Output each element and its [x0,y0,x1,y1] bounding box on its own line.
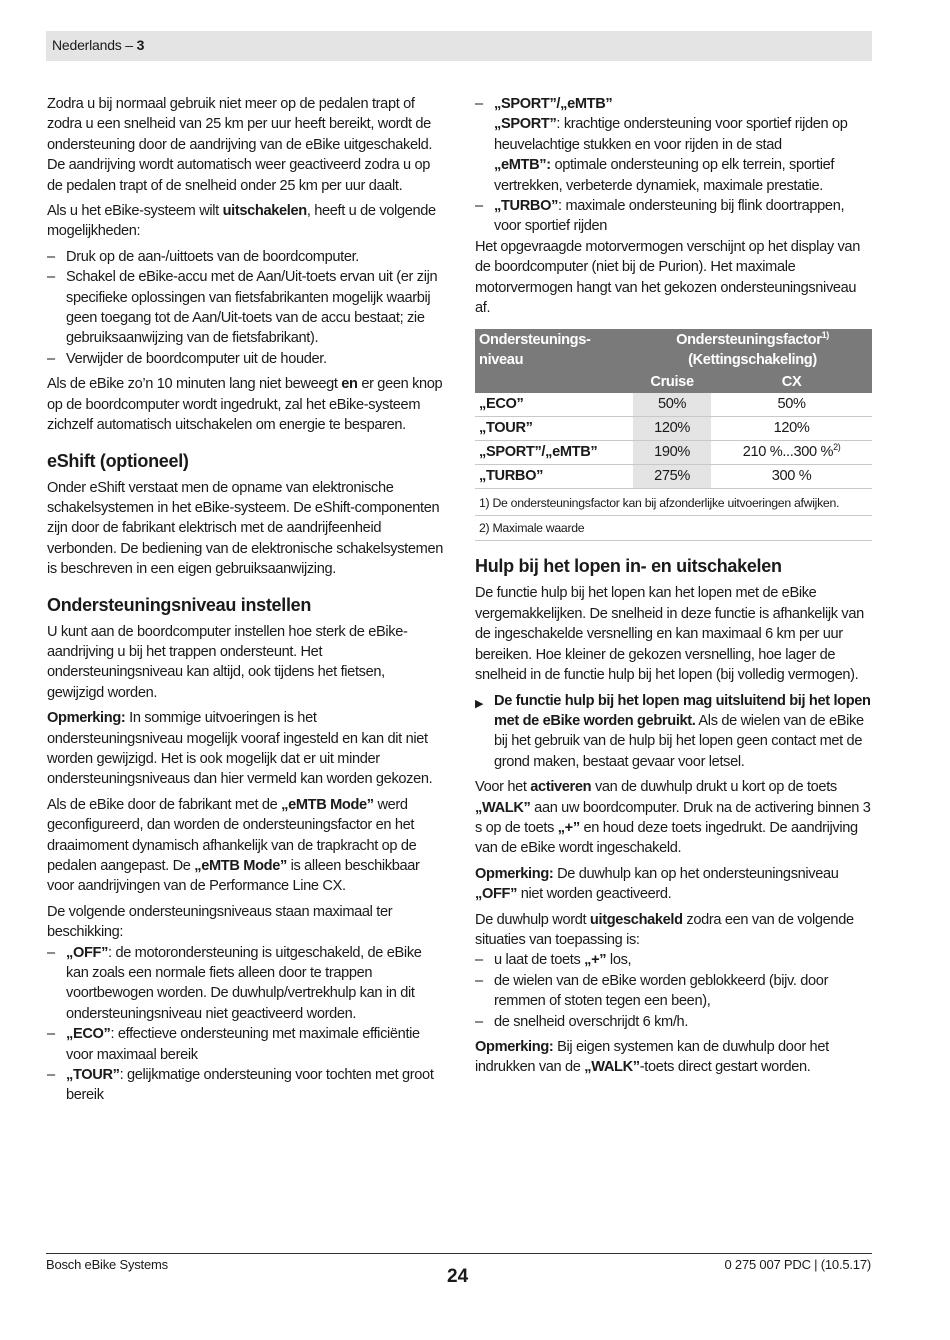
table-cell: 190% [633,441,711,465]
list-item-eco: – „ECO”: effectieve ondersteuning met maximale efficiëntie voor maximaal bereik [47,1024,445,1065]
paragraph-motor-power: Het opgevraagde motorvermogen verschijnt op het display van de boordcomputer (niet bij de Purion). Het maximale motorvermogen hangt van het gekozen ondersteuningsniveau af. [475,238,860,317]
deactivate-conditions [475,950,872,1032]
paragraph-eshift: Onder eShift verstaat men de opname van elektronische schakelsystemen in het eBike-systeem. De eShift-componenten zijn door de fabrikant elektrisch met de aandrijfeenheid verbonden. De bediening van de elektronische schakelsystemen is beschreven in een eigen gebruiksaanwijzing. [47,479,443,578]
paragraph-idle: Als de eBike zo’n 10 minuten lang niet beweegt en er geen knop op de boordcomputer wordt ingedrukt, zal het eBike-systeem zichzelf automatisch uitschakelen om energie te besparen. [47,376,443,434]
table-cell: 210 %...300 %$^{2)}$ [711,441,872,465]
table-header-factor: Ondersteuningsfactor$^{1)}$ (Kettingschakeling) [633,329,872,371]
paragraph-switch-off: Als u het eBike-systeem wilt uitschakelen, heeft u de volgende mogelijkheden: [47,203,436,240]
list-item-tour: – „TOUR”: gelijkmatige ondersteuning voor tochten met groot bereik [47,1065,445,1106]
safety-warning: ▶ De functie hulp bij het lopen mag uitsluitend bij het lopen met de eBike worden gebruikt. Als de wielen van de eBike bij het gebruik van de hulp bij het lopen geen contact met de grond maken, bestaat gevaar voor letsel. [475,692,871,770]
header-separator: – [121,37,137,53]
note-preset: Opmerking: In sommige uitvoeringen is het ondersteuningsniveau mogelijk vooraf ingesteld en kan dit niet worden gewijzigd. Het is ook mogelijk dat er uit minder ondersteuningsniveaus dan hier vermeld kan worden gekozen. [47,710,433,788]
list-item-turbo: – „TURBO”: maximale ondersteuning bij flink doortrappen, voor sportief rijden [475,196,872,237]
table-row [475,465,872,489]
paragraph-walk-assist: De functie hulp bij het lopen kan het lopen met de eBike vergemakkelijken. De snelheid in deze functie is afhankelijk van de ingeschakelde versnelling en kan maximaal 6 km per uur bereiken. Hoe kleiner de gekozen versnelling, hoe lager de snelheid in de functie hulp bij het lopen (bij volledig vermogen). [475,585,864,684]
levels-list [47,943,445,1106]
paragraph-activate: Voor het activeren van de duwhulp drukt u kort op de toets „WALK” aan uw boordcomputer. Druk na de activering binnen 3 s op de toets „+” en houd deze toets ingedrukt. De aandrijving van de eBike wordt ingeschakeld. [475,779,871,857]
footer-divider [46,1253,872,1254]
table-cell: 50% [711,393,872,417]
list-item-off: – „OFF”: de motorondersteuning is uitgeschakeld, de eBike kan zoals een normale fiets alleen door te trappen voortbewogen worden. De duwhulp/vertrekhulp kan in dit ondersteuningsniveau niet geactiveerd worden. [47,943,445,1025]
assist-factor-table [475,329,872,489]
right-column [475,94,872,1083]
list-item: – Druk op de aan-/uittoets van de boordcomputer. [47,247,445,267]
table-footnote-1: 1) De ondersteuningsfactor kan bij afzonderlijke uitvoeringen afwijken. [475,491,872,516]
page-number: 24 [447,1266,469,1287]
list-item: – Verwijder de boordcomputer uit de houder. [47,349,445,369]
table-row [475,393,872,417]
footer-doc-code: 0 275 007 PDC | (10.5.17) [724,1257,871,1272]
list-item: – de snelheid overschrijdt 6 km/h. [475,1012,872,1032]
heading-assist-level: Ondersteuningsniveau instellen [47,594,312,615]
note-own-systems: Opmerking: Bij eigen systemen kan de duwhulp door het indrukken van de „WALK”-toets direct gestart worden. [475,1039,829,1076]
list-item-sport: – „SPORT”/„eMTB” „SPORT”: krachtige ondersteuning voor sportief rijden op heuvelachtige stukken en voor rijden in de stad „eMTB”: optimale ondersteuning op elk terrein, sportief vertrekken, verbeterde dynamiek, maximale prestatie. [475,94,872,196]
list-item: – de wielen van de eBike worden geblokkeerd (bijv. door remmen of stoten tegen een been), [475,971,872,1012]
footer-publisher: Bosch eBike Systems [46,1257,168,1272]
header-text [52,37,144,53]
table-cell: „TURBO” [475,465,633,489]
table-row [475,417,872,441]
header-page-number: 3 [136,37,145,53]
note-off-level: Opmerking: De duwhulp kan op het ondersteuningsniveau „OFF” niet worden geactiveerd. [475,865,839,903]
list-item: – u laat de toets „+” los, [475,950,872,970]
table-cell: 120% [633,417,711,441]
list-item: – Schakel de eBike-accu met de Aan/Uit-toets ervan uit (er zijn specifieke oplossingen van fietsfabrikanten mogelijk waarbij geen toegang tot de Aan/Uit-toets van de accu bestaat; zie gebruiksaanwijzing van de fietsfabrikant). [47,267,445,349]
table-cell: „ECO” [475,393,633,417]
table-footnote-2: 2) Maximale waarde [475,516,872,541]
table-cell: 50% [633,393,711,417]
heading-eshift: eShift (optioneel) [47,450,189,471]
warning-arrow-icon: ▶ [475,697,484,710]
paragraph-auto-off: Zodra u bij normaal gebruik niet meer op de pedalen trapt of zodra u een snelheid van 25 km per uur heeft bereikt, wordt de ondersteuning door de aandrijving van de eBike uitgeschakeld. De aandrijving wordt automatisch weer geactiveerd zodra u op de pedalen trapt of de snelheid onder 25 km per uur daalt. [47,96,433,194]
table-header-level: Ondersteunings-niveau [475,329,633,393]
table-cell: „SPORT”/„eMTB” [475,441,633,465]
paragraph-assist-level: U kunt aan de boordcomputer instellen hoe sterk de eBike-aandrijving u bij het trappen ondersteunt. Het ondersteuningsniveau kan altijd, ook tijdens het fietsen, gewijzigd worden. [47,623,408,701]
heading-walk-assist: Hulp bij het lopen in- en uitschakelen [475,556,782,577]
paragraph-emtb-mode: Als de eBike door de fabrikant met de „eMTB Mode” werd geconfigureerd, dan worden de ondersteuningsfactor en het draaimoment dynamisch afhankelijk van de trapkracht op de pedalen aangepast. De „eMTB Mode” is alleen beschikbaar voor aandrijvingen van de Performance Line CX. [47,796,420,895]
paragraph-deactivate: De duwhulp wordt uitgeschakeld zodra een van de volgende situaties van toepassing is: [475,911,854,948]
table-row [475,441,872,465]
table-cell: 275% [633,465,711,489]
levels-list-continued [475,94,872,237]
header-language: Nederlands [52,37,122,53]
paragraph-levels-intro: De volgende ondersteuningsniveaus staan maximaal ter beschikking: [47,903,393,941]
left-column [47,94,445,1111]
page-header [46,31,872,61]
table-cell: „TOUR” [475,417,633,441]
table-header-cx: CX [711,371,872,393]
table-cell: 300 % [711,465,872,489]
switch-off-options [47,247,445,369]
table-header-cruise: Cruise [633,371,711,393]
table-cell: 120% [711,417,872,441]
